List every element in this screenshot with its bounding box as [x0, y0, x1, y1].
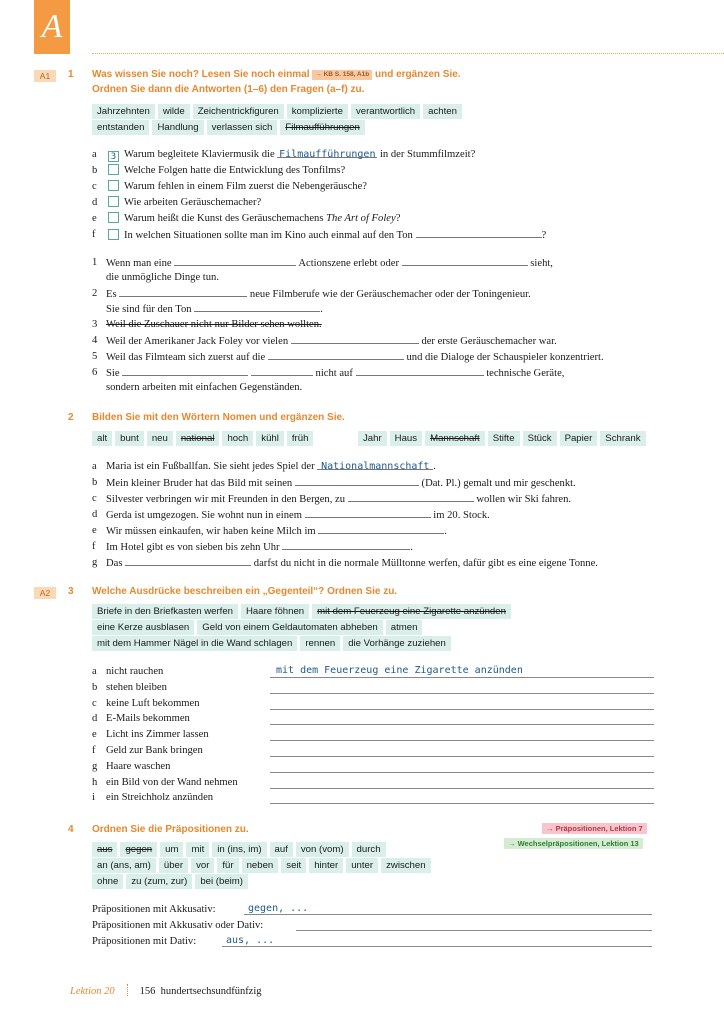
word-chip: neu [147, 431, 173, 446]
word-chip: achten [423, 104, 462, 119]
preposition-chip: um [160, 842, 183, 857]
answer-text: und die Dialoge der Schauspieler konzentriert. [406, 352, 604, 363]
fill-blank[interactable] [305, 507, 431, 518]
question-text: In welchen Situationen sollte man im Kino auch einmal auf den Ton [124, 230, 413, 241]
preposition-chip-used: gegen [120, 842, 157, 857]
footer-lesson: Lektion 20 [70, 986, 115, 997]
answer-box[interactable] [108, 164, 119, 175]
question-text: Warum fehlen in einem Film zuerst die Nebengeräusche? [124, 181, 368, 192]
item-text: Geld zur Bank bringen [106, 745, 203, 756]
word-chip: wilde [158, 104, 190, 119]
answer-number: 3 [92, 319, 98, 330]
preposition-chip: an (ans, am) [92, 858, 156, 873]
handwritten-answer: Filmaufführungen [279, 149, 376, 160]
preposition-chip: hinter [309, 858, 343, 873]
fill-blank[interactable] [125, 555, 251, 566]
question-a [108, 147, 475, 162]
question-b [108, 163, 345, 178]
sentence-text: darfst du nicht in die normale Mülltonne werfen, dafür gibt es eine eigene Tonne. [253, 558, 598, 569]
sentence-letter: b [92, 477, 98, 488]
expression-chip: Haare föhnen [241, 604, 309, 619]
item-letter: e [92, 729, 97, 740]
sentence-g [106, 555, 598, 571]
expression-chip: die Vorhänge zuziehen [343, 636, 451, 651]
answer-line[interactable] [270, 756, 654, 757]
word-bank [92, 104, 462, 136]
answer-text: . [320, 304, 323, 315]
fill-blank[interactable] [318, 523, 444, 534]
fill-blank[interactable] [295, 475, 419, 486]
question-text: Warum begleitete Klaviermusik die [124, 149, 275, 160]
sentence-text: wollen wir Ski fahren. [476, 494, 572, 505]
answer-line[interactable] [270, 677, 654, 678]
item-text: nicht rauchen [106, 666, 164, 677]
answer-6-cont: sondern arbeiten mit einfachen Gegenständen. [106, 382, 303, 393]
word-chip: Papier [560, 431, 598, 446]
answer-text: Wenn man eine [106, 258, 172, 269]
fill-blank[interactable] [251, 365, 313, 376]
word-chip: Stück [523, 431, 557, 446]
preposition-chip: über [159, 858, 188, 873]
sentence-text: Gerda ist umgezogen. Sie wohnt nun in einem [106, 510, 302, 521]
fill-blank[interactable] [268, 349, 404, 360]
answer-line[interactable] [270, 709, 654, 710]
answer-box[interactable] [108, 212, 119, 223]
preposition-chip: zu (zum, zur) [126, 874, 192, 889]
word-chip: alt [92, 431, 112, 446]
expression-chip: Geld von einem Geldautomaten abheben [197, 620, 382, 635]
word-chip: entstanden [92, 120, 149, 135]
question-letter: d [92, 197, 98, 208]
exercise-instruction [92, 67, 461, 97]
question-d [108, 195, 261, 210]
section-badge-a2: A2 [34, 587, 56, 599]
sentence-d [106, 507, 490, 523]
fill-blank[interactable] [122, 365, 248, 376]
sentence-letter: e [92, 525, 97, 536]
page-number-words: hundertsechsundfünfzig [160, 986, 262, 997]
sentence-text: Das [106, 558, 123, 569]
sentence-text: (Dat. Pl.) gemalt und mir geschenkt. [421, 478, 576, 489]
word-chip: früh [287, 431, 314, 446]
preposition-chip: mit [186, 842, 209, 857]
sentence-letter: g [92, 557, 98, 568]
handwritten-answer: Nationalmannschaft [321, 461, 430, 472]
fill-blank[interactable] [317, 459, 433, 470]
answer-text: Sie sind für den Ton [106, 304, 192, 315]
answer-line[interactable] [270, 788, 654, 789]
question-letter: f [92, 229, 96, 240]
sentence-e [106, 523, 447, 539]
preposition-chip: für [217, 858, 238, 873]
question-text: ? [395, 213, 401, 224]
expression-chip: atmen [386, 620, 423, 635]
word-chip-used: national [176, 431, 220, 446]
sentence-text: . [433, 461, 436, 472]
fill-blank[interactable] [277, 147, 377, 158]
section-tab: A [34, 0, 70, 54]
sentence-letter: f [92, 541, 96, 552]
item-text: ein Bild von der Wand nehmen [106, 777, 238, 788]
expression-bank [92, 604, 511, 652]
word-chip: hoch [222, 431, 253, 446]
answer-6 [106, 365, 564, 381]
instruction-text: Ordnen Sie dann die Antworten (1–6) den Fragen (a–f) zu. [92, 84, 365, 95]
item-letter: a [92, 666, 97, 677]
item-letter: h [92, 777, 98, 788]
item-text: ein Streichholz anzünden [106, 792, 214, 803]
fill-blank[interactable] [119, 286, 247, 297]
answer-text: sieht, [530, 258, 553, 269]
answer-box[interactable] [108, 196, 119, 207]
sentence-text: Im Hotel gibt es von sieben bis zehn Uhr [106, 542, 280, 553]
sentence-letter: c [92, 493, 97, 504]
word-chip-used: Mannschaft [425, 431, 485, 446]
item-text: Haare waschen [106, 761, 171, 772]
item-letter: d [92, 713, 98, 724]
question-text: Warum heißt die Kunst des Geräuschemachens [124, 213, 324, 224]
fill-blank[interactable] [174, 255, 296, 266]
handwritten-answer: gegen, ... [248, 903, 309, 914]
item-letter: c [92, 698, 97, 709]
answer-text: Sie [106, 368, 120, 379]
exercise-number: 3 [68, 586, 74, 597]
item-letter: b [92, 682, 98, 693]
exercise-instruction: Welche Ausdrücke beschreiben ein „Gegenteil“? Ordnen Sie zu. [92, 586, 398, 597]
expression-chip: mit dem Hammer Nägel in die Wand schlagen [92, 636, 297, 651]
answer-text: technische Geräte, [486, 368, 565, 379]
word-chip: Jahr [358, 431, 387, 446]
instruction-text: Was wissen Sie noch? Lesen Sie noch einmal [92, 69, 310, 80]
word-bank-nouns [358, 431, 646, 447]
word-chip: Jahrzehnten [92, 104, 155, 119]
word-chip-used: Filmaufführungen [280, 120, 365, 135]
answer-line[interactable] [222, 946, 652, 947]
exercise-number: 2 [68, 412, 74, 423]
answer-text: neue Filmberufe wie der Geräuschemacher oder der Toningenieur. [249, 289, 531, 300]
preposition-chip: in (ins, im) [212, 842, 266, 857]
item-letter: i [92, 792, 95, 803]
reference-tag[interactable]: → KB S. 158, A1b [312, 70, 372, 80]
question-text: ? [541, 230, 547, 241]
word-chip: Schrank [600, 431, 645, 446]
answer-number: 4 [92, 335, 98, 346]
answer-text: Actionszene erlebt oder [298, 258, 399, 269]
answer-2 [106, 286, 531, 302]
answer-line[interactable] [296, 930, 652, 931]
word-chip: komplizierte [287, 104, 348, 119]
instruction-text: und ergänzen Sie. [375, 69, 461, 80]
question-text: Welche Folgen hatte die Entwicklung des Tonfilms? [124, 165, 346, 176]
answer-1 [106, 255, 553, 271]
expression-chip-used: mit dem Feuerzeug eine Zigarette anzünden [312, 604, 511, 619]
preposition-chip: durch [352, 842, 386, 857]
preposition-chip: vor [191, 858, 214, 873]
preposition-chip: seit [281, 858, 306, 873]
fill-blank[interactable] [282, 539, 410, 550]
preposition-line-acc-dat: Präpositionen mit Akkusativ oder Dativ: [92, 920, 264, 931]
item-text: E-Mails bekommen [106, 713, 190, 724]
word-bank-adjectives [92, 431, 313, 447]
preposition-bank [92, 842, 431, 890]
item-letter: f [92, 745, 96, 756]
footer-separator [127, 984, 128, 996]
answer-line[interactable] [270, 724, 654, 725]
question-f [108, 227, 546, 243]
preposition-chip: zwischen [381, 858, 430, 873]
answer-4 [106, 333, 557, 349]
preposition-line-dative: Präpositionen mit Dativ: [92, 936, 197, 947]
question-c [108, 179, 367, 194]
answer-text: Weil der Amerikaner Jack Foley vor vielen [106, 336, 289, 347]
answer-line[interactable] [270, 740, 654, 741]
answer-3-crossed: Weil die Zuschauer nicht nur Bilder sehen wollten. [106, 319, 322, 330]
reference-tag-grammar[interactable]: → Präpositionen, Lektion 7 [542, 823, 647, 834]
sentence-c [106, 491, 571, 507]
sentence-f [106, 539, 413, 555]
answer-box[interactable] [108, 229, 119, 240]
answer-line[interactable] [270, 693, 654, 694]
answer-box[interactable] [108, 180, 119, 191]
question-text: Wie arbeiten Geräuschemacher? [124, 197, 262, 208]
word-chip: Haus [390, 431, 422, 446]
fill-blank[interactable] [291, 333, 419, 344]
preposition-chip: bei (beim) [195, 874, 248, 889]
question-e [108, 211, 400, 226]
item-text: keine Luft bekommen [106, 698, 200, 709]
answer-number: 1 [92, 257, 98, 268]
word-chip: verantwortlich [351, 104, 420, 119]
exercise-instruction: Bilden Sie mit den Wörtern Nomen und ergänzen Sie. [92, 412, 345, 423]
fill-blank[interactable] [356, 365, 484, 376]
answer-line[interactable] [270, 772, 654, 773]
item-text: Licht ins Zimmer lassen [106, 729, 209, 740]
sentence-text: im 20. Stock. [433, 510, 490, 521]
sentence-text: Maria ist ein Fußballfan. Sie sieht jedes Spiel der [106, 461, 315, 472]
answer-2-cont [106, 301, 323, 317]
preposition-chip: von (vom) [296, 842, 349, 857]
sentence-text: . [444, 526, 447, 537]
exercise-number: 1 [68, 69, 74, 80]
fill-blank[interactable] [194, 301, 320, 312]
question-letter: e [92, 213, 97, 224]
word-chip: Zeichentrickfiguren [193, 104, 284, 119]
expression-chip: Briefe in den Briefkasten werfen [92, 604, 238, 619]
answer-number: 5 [92, 351, 98, 362]
fill-blank[interactable] [402, 255, 528, 266]
item-letter: g [92, 761, 98, 772]
word-chip: bunt [115, 431, 144, 446]
sentence-a [106, 459, 436, 474]
fill-blank[interactable] [348, 491, 474, 502]
word-chip: Stifte [488, 431, 520, 446]
answer-text: der erste Geräuschemacher war. [421, 336, 557, 347]
reference-tag-grammar[interactable]: → Wechselpräpositionen, Lektion 13 [504, 838, 643, 849]
page-number: 156 [139, 986, 156, 997]
answer-5 [106, 349, 604, 365]
answer-text: nicht auf [315, 368, 353, 379]
answer-text: Weil das Filmteam sich zuerst auf die [106, 352, 266, 363]
handwritten-answer: mit dem Feuerzeug eine Zigarette anzünden [276, 665, 523, 676]
expression-chip: rennen [300, 636, 340, 651]
preposition-line-accusative: Präpositionen mit Akkusativ: [92, 904, 216, 915]
item-text: stehen bleiben [106, 682, 167, 693]
answer-text: Es [106, 289, 117, 300]
answer-number: 6 [92, 367, 98, 378]
answer-1-cont: die unmögliche Dinge tun. [106, 272, 219, 283]
question-letter: c [92, 181, 97, 192]
preposition-chip: auf [270, 842, 293, 857]
sentence-text: Wir müssen einkaufen, wir haben keine Milch im [106, 526, 316, 537]
question-letter: a [92, 149, 97, 160]
preposition-chip-used: aus [92, 842, 117, 857]
fill-blank[interactable] [416, 227, 542, 238]
sentence-b [106, 475, 576, 491]
word-chip: Handlung [152, 120, 203, 135]
handwritten-answer: aus, ... [226, 935, 275, 946]
exercise-number: 4 [68, 824, 74, 835]
question-title-italic: The Art of Foley [326, 213, 396, 224]
preposition-chip: unter [346, 858, 378, 873]
section-badge-a1: A1 [34, 70, 56, 82]
sentence-text: . [410, 542, 413, 553]
sentence-text: Silvester verbringen wir mit Freunden in den Bergen, zu [106, 494, 345, 505]
question-text: in der Stummfilmzeit? [379, 149, 476, 160]
preposition-chip: neben [242, 858, 279, 873]
expression-chip: eine Kerze ausblasen [92, 620, 194, 635]
sentence-text: Mein kleiner Bruder hat das Bild mit seinen [106, 478, 293, 489]
answer-line[interactable] [270, 803, 654, 804]
answer-box[interactable]: 3 [108, 151, 119, 162]
header-divider [92, 53, 724, 54]
sentence-letter: d [92, 509, 98, 520]
exercise-instruction: Ordnen Sie die Präpositionen zu. [92, 824, 249, 835]
answer-number: 2 [92, 288, 98, 299]
sentence-letter: a [92, 461, 97, 472]
word-chip: kühl [256, 431, 284, 446]
question-letter: b [92, 165, 98, 176]
preposition-chip: ohne [92, 874, 123, 889]
answer-line[interactable] [244, 914, 652, 915]
page-footer [70, 984, 262, 997]
word-chip: verlassen sich [207, 120, 278, 135]
